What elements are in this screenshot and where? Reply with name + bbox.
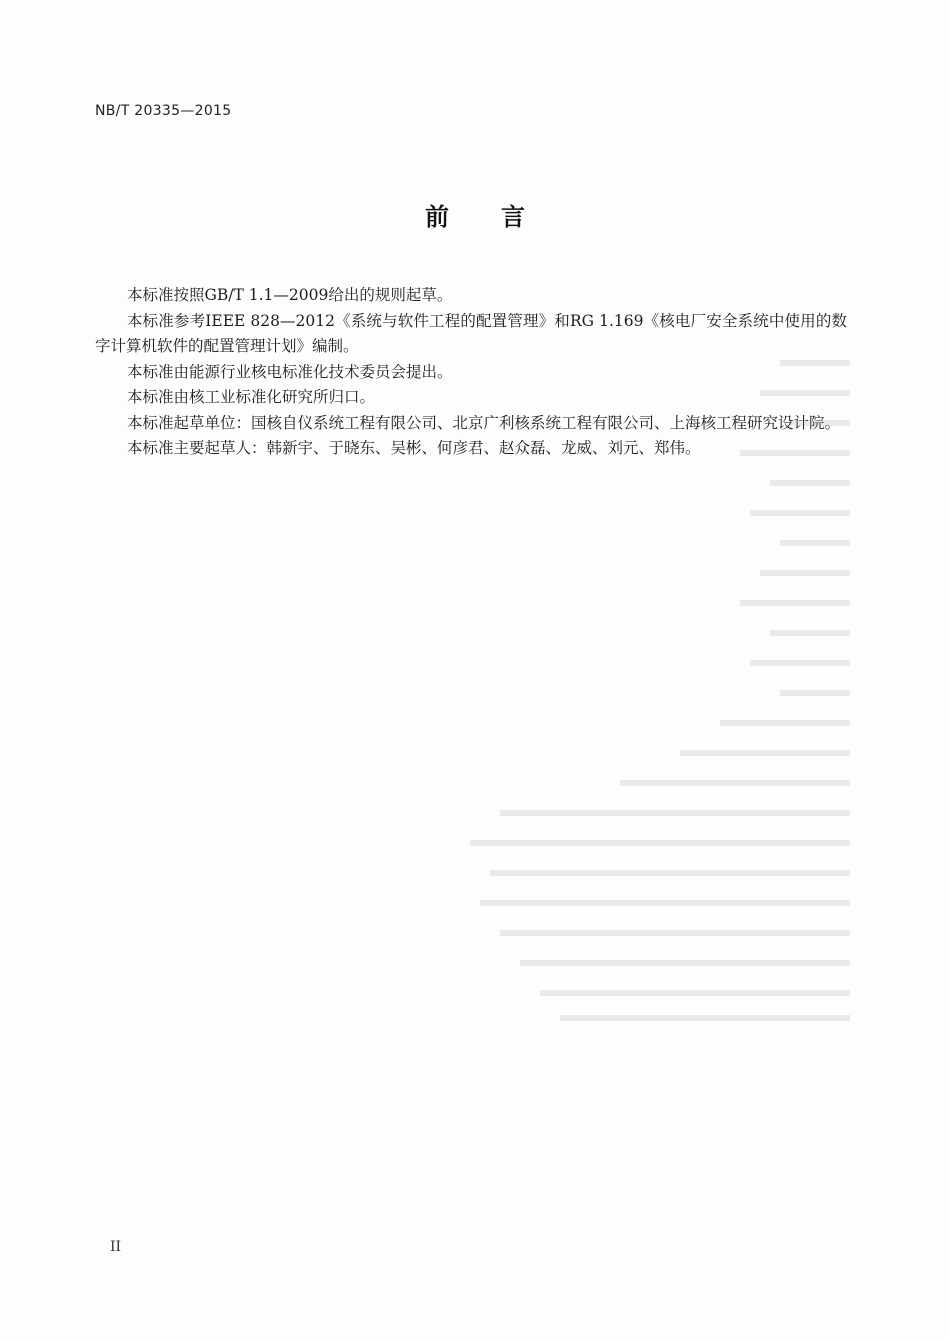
page-number: II [110, 1239, 122, 1255]
title-char-2: 言 [501, 203, 525, 231]
document-number: NB/T 20335—2015 [95, 103, 232, 119]
paragraph-references: 本标准参考IEEE 828—2012《系统与软件工程的配置管理》和RG 1.169《核电厂安全系统中使用的数字计算机软件的配置管理计划》编制。 [95, 311, 847, 355]
paragraph-drafting-rules: 本标准按照GB/T 1.1—2009给出的规则起草。 [127, 286, 453, 304]
title-char-1: 前 [425, 203, 449, 231]
scan-show-through [460, 360, 860, 1040]
page-title [0, 197, 950, 232]
paragraph-drafters: 本标准主要起草人：韩新宇、于晓东、吴彬、何彦君、赵众磊、龙威、刘元、郑伟。 [127, 439, 701, 457]
paragraph-drafting-units: 本标准起草单位：国核自仪系统工程有限公司、北京广利核系统工程有限公司、上海核工程研究设计院。 [127, 413, 841, 432]
paragraph-proposed-by: 本标准由能源行业核电标准化技术委员会提出。 [127, 362, 453, 381]
paragraph-administered-by: 本标准由核工业标准化研究所归口。 [127, 388, 376, 406]
